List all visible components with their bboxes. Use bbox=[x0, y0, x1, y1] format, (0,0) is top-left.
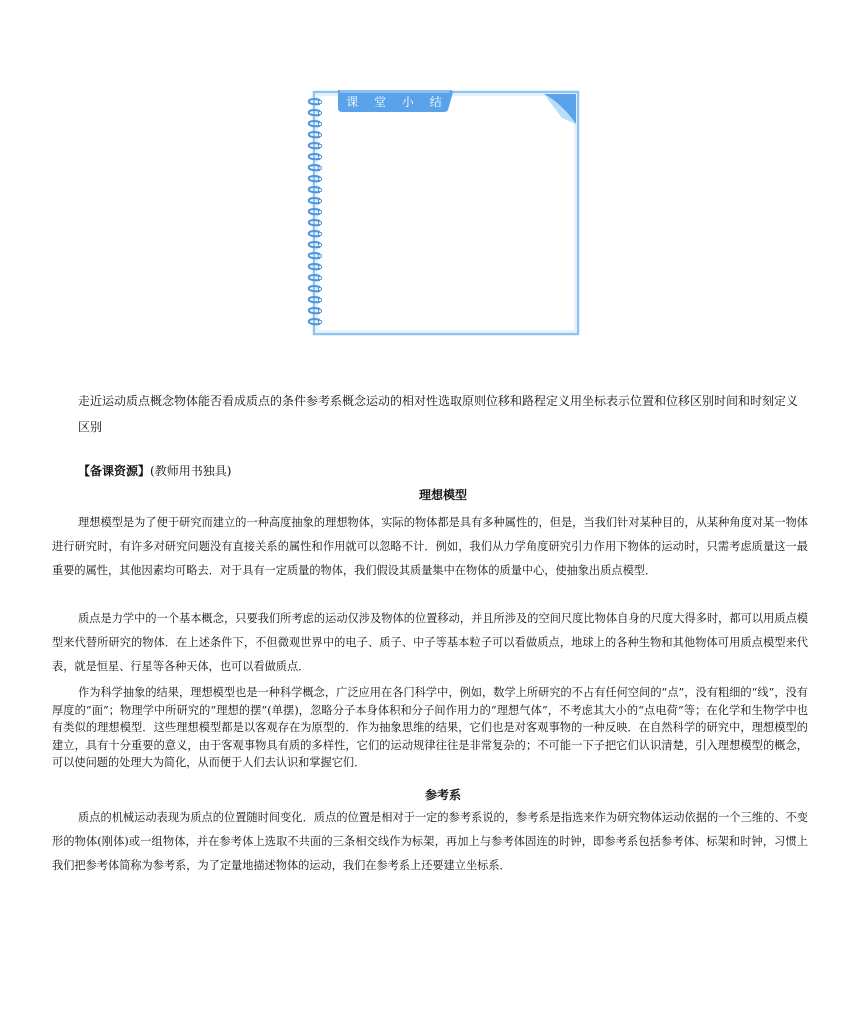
notebook-page bbox=[314, 92, 578, 334]
section-heading-ideal-model: 理想模型 bbox=[418, 488, 467, 502]
spiral-hole bbox=[318, 232, 321, 235]
spiral-hole bbox=[318, 243, 321, 246]
spiral-hole bbox=[318, 210, 321, 213]
spiral-hole bbox=[318, 144, 321, 147]
spiral-hole bbox=[318, 265, 321, 268]
spiral-hole bbox=[318, 309, 321, 312]
spiral-hole bbox=[318, 221, 321, 224]
spiral-hole bbox=[318, 100, 321, 103]
spiral-hole bbox=[318, 133, 321, 136]
spiral-hole bbox=[318, 320, 321, 323]
spiral-hole bbox=[318, 254, 321, 257]
notebook-graphic bbox=[300, 84, 590, 340]
paragraph: 理想模型是为了便于研究而建立的一种高度抽象的理想物体，实际的物体都是具有多种属性的，但是，当我们针对某种目的，从某种角度对某一物体进行研究时，有许多对研究问题没有直接关系的属性和作用就可以忽略不计．例如，我们从力学角度研究引力作用下物体的运动时，只需考虑质量这一最重要的属性，其他因素均可略去．对于具有一定质量的物体，我们假设其质量集中在物体的质量中心，使抽象出质点模型． bbox=[52, 516, 808, 577]
notebook-title: 课 堂 小 结 bbox=[346, 95, 448, 109]
resource-header bbox=[78, 462, 231, 479]
resource-label: 【备课资源】 bbox=[78, 464, 151, 478]
resource-note: (教师用书独具) bbox=[150, 464, 232, 478]
spiral-hole bbox=[318, 155, 321, 158]
paragraph: 作为科学抽象的结果，理想模型也是一种科学概念，广泛应用在各门科学中，例如，数学上所研究的不占有任何空间的“点”，没有粗细的“线”，没有厚度的“面”；物理学中所研究的“理想的摆”(单摆)，忽略分子本身体积和分子间作用力的“理想气体”，不考虑其大小的“点电荷”等；在化学和生物学中也有类似的理想模型．这些理想模型都是以客观存在为原型的．作为抽象思维的结果，它们也是对客观事物的一种反映．在自然科学的研究中，理想模型的建立，具有十分重要的意义，由于客观事物具有质的多样性，它们的运动规律往往是非常复杂的；不可能一下子把它们认识清楚，引入理想模型的概念，可以使问题的处理大为简化，从而便于人们去认识和掌握它们． bbox=[52, 686, 808, 769]
spiral-hole bbox=[318, 188, 321, 191]
class-summary-notebook bbox=[300, 84, 590, 340]
spiral-hole bbox=[318, 122, 321, 125]
spiral-hole bbox=[318, 298, 321, 301]
spiral-hole bbox=[318, 199, 321, 202]
paragraph: 质点是力学中的一个基本概念，只要我们所考虑的运动仅涉及物体的位置移动，并且所涉及的空间尺度比物体自身的尺度大得多时，都可以用质点模型来代替所研究的物体．在上述条件下，不但微观世界中的电子、质子、中子等基本粒子可以看做质点，地球上的各种生物和其他物体可用质点模型来代表，就是恒星、行星等各种天体，也可以看做质点． bbox=[52, 612, 808, 673]
spiral-hole bbox=[318, 287, 321, 290]
spiral-hole bbox=[318, 166, 321, 169]
paragraph: 质点的机械运动表现为质点的位置随时间变化．质点的位置是相对于一定的参考系说的，参考系是指选来作为研究物体运动依据的一个三维的、不变形的物体(刚体)或一组物体，并在参考体上选取不共面的三条相交线作为标架，再加上与参考体固连的时钟，即参考系包括参考体、标架和时钟，习惯上我们把参考体简称为参考系，为了定量地描述物体的运动，我们在参考系上还要建立坐标系． bbox=[52, 811, 808, 872]
summary-text: 走近运动质点概念物体能否看成质点的条件参考系概念运动的相对性选取原则位移和路程定义用坐标表示位置和位移区别时间和时刻定义区别 bbox=[78, 394, 799, 434]
spiral-hole bbox=[318, 177, 321, 180]
spiral-hole bbox=[318, 276, 321, 279]
section-heading-reference-frame: 参考系 bbox=[424, 788, 461, 802]
spiral-hole bbox=[318, 111, 321, 114]
